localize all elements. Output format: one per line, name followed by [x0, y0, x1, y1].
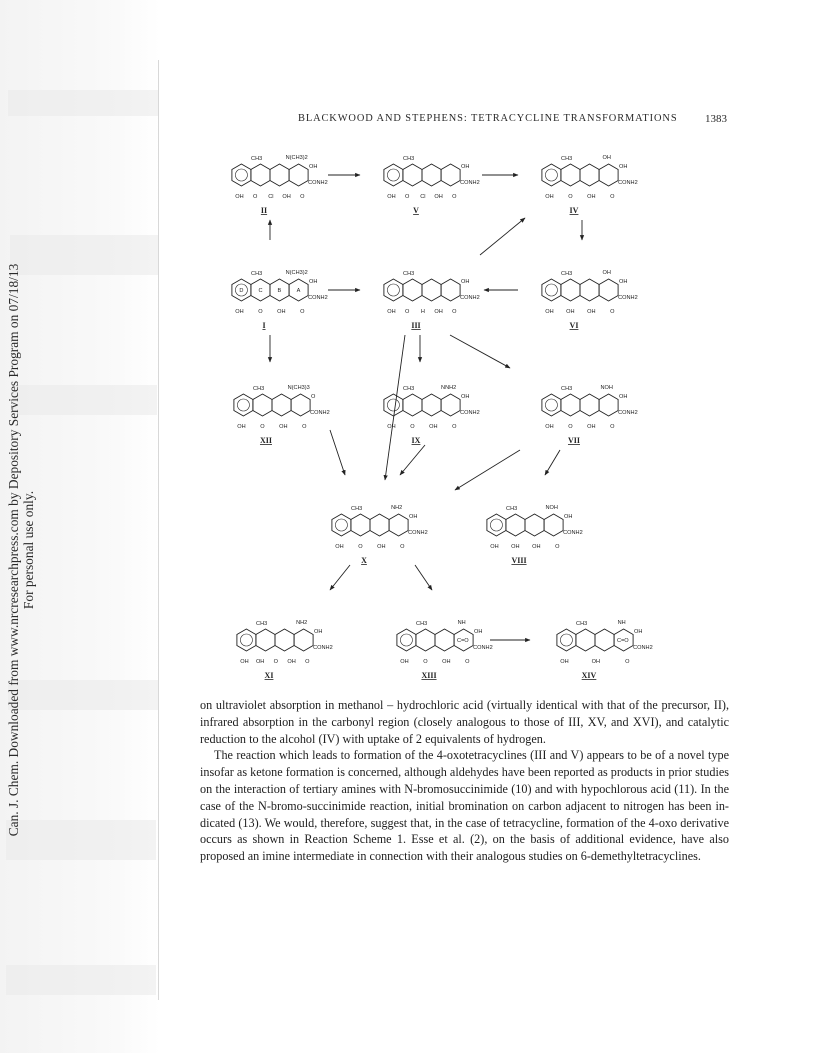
ring: [422, 164, 441, 186]
ring: [542, 164, 561, 186]
atom-label: O: [311, 394, 316, 400]
atom-label: O: [625, 659, 630, 665]
paragraph: on ultraviolet absorption in methanol – hydrochloric acid (virtually identical with that of the precursor, II), infrared absorption in the carbonyl region (closely analogous to those of III, XV, and XVI), and catalytic reduction to the alcohol (IV) with uptake of 2 equivalents of hydrogen.: [200, 698, 729, 746]
atom-label: OH: [282, 194, 291, 200]
atom-label: CH3: [351, 506, 363, 512]
atom-label: OH: [314, 629, 323, 635]
atom-label: N(CH3)2: [285, 270, 308, 276]
ring: [384, 164, 403, 186]
ring: [403, 164, 422, 186]
ring: [580, 394, 599, 416]
atom-label: OH: [587, 194, 596, 200]
atom-label: O: [252, 194, 258, 200]
atom-label: OH: [442, 659, 451, 665]
atom-label: OH: [461, 279, 470, 285]
ring: [561, 394, 580, 416]
running-head: BLACKWOOD AND STEPHENS: TETRACYCLINE TRANSFORMATIONS: [298, 113, 678, 124]
atom-label: OH: [461, 394, 470, 400]
atom-label: OH: [309, 164, 318, 170]
compound-iv: [542, 155, 638, 215]
ring: [561, 279, 580, 301]
atom-label: OH: [277, 309, 286, 315]
atom-label: O: [305, 659, 310, 665]
aromatic-ring: [545, 169, 557, 181]
ring: [256, 629, 275, 651]
compound-xi: [237, 620, 333, 680]
compound-label: XII: [259, 436, 273, 445]
atom-label: CH3: [251, 271, 263, 277]
aromatic-ring: [545, 399, 557, 411]
ring: [270, 164, 289, 186]
compound-label: III: [411, 321, 421, 330]
atom-label: CONH2: [308, 295, 328, 301]
reaction-arrow: [545, 450, 560, 475]
ring: [384, 394, 403, 416]
atom-label: OH: [564, 514, 573, 520]
aromatic-ring: [400, 634, 412, 646]
aromatic-ring: [387, 169, 399, 181]
atom-label: O: [258, 309, 263, 315]
atom-label: CONH2: [310, 410, 330, 416]
ring: [397, 629, 416, 651]
compound-label: XI: [264, 671, 274, 680]
atom-label: CONH2: [618, 180, 638, 186]
reaction-arrow: [455, 450, 520, 490]
atom-label: O: [555, 544, 560, 550]
atom-label: OH: [387, 194, 396, 200]
atom-label: NH2: [296, 620, 308, 626]
atom-label: NH: [617, 620, 626, 626]
aromatic-ring: [545, 284, 557, 296]
atom-label: OH: [240, 659, 249, 665]
atom-label: O: [568, 194, 573, 200]
compound-xiii: [397, 620, 493, 680]
atom-label: CH3: [416, 621, 428, 627]
page-number: 1383: [705, 113, 727, 125]
atom-label: NH: [457, 620, 466, 626]
atom-label: OH: [532, 544, 541, 550]
atom-label: OH: [511, 544, 520, 550]
atom-label: O: [358, 544, 363, 550]
ring: [275, 629, 294, 651]
aromatic-ring: [387, 284, 399, 296]
atom-label: CONH2: [633, 645, 653, 651]
ring: [294, 629, 313, 651]
ring: [289, 164, 308, 186]
atom-label: OH: [587, 309, 596, 315]
atom-label: OH: [409, 514, 418, 520]
aromatic-ring: [335, 519, 347, 531]
atom-label: OH: [602, 270, 611, 276]
ring: [561, 164, 580, 186]
atom-label: CONH2: [618, 410, 638, 416]
atom-label: O: [452, 309, 457, 315]
aromatic-ring: [237, 399, 249, 411]
ring: [403, 394, 422, 416]
compound-label: VIII: [511, 556, 527, 565]
ring: [576, 629, 595, 651]
atom-label: OH: [545, 309, 554, 315]
compound-label: VII: [567, 436, 581, 445]
page-edge: [158, 60, 159, 1000]
compound-v: [384, 156, 480, 215]
compound-xiv: [557, 620, 653, 680]
ring: [422, 394, 441, 416]
aromatic-ring: [387, 399, 399, 411]
compound-iii: [384, 271, 480, 330]
compound-label: XIII: [421, 671, 437, 680]
paragraph: The reaction which leads to formation of the 4-oxotetracyclines (III and V) appears to be of a novel type insofar as ketone formation is concerned, although aldehydes have been reported as products in prior studies on the interaction of tertiary amines with N-bromosuccinimide (10) and with hypochlorous acid (11). In the case of the N-bromo-succinimide reaction, initial bromination on carbon adjacent to nitrogen has been in-dicated (13). We would, therefore, suggest that, in the case of tetracycline, formation of the 4-oxo derivative occurs as shown in Reaction Scheme 1. Esse et al. (2), on the basis of additional evidence, have also proposed an imine intermediate in connection with their analogous studies on 6-demethyltetracyclines.: [200, 748, 729, 864]
atom-label: O: [452, 424, 457, 430]
atom-label: CONH2: [563, 530, 583, 536]
atom-label: CH3: [561, 271, 573, 277]
atom-label: O: [260, 424, 265, 430]
ring: [599, 164, 618, 186]
compound-vii: [542, 385, 638, 445]
compound-xii: [234, 385, 330, 445]
compound-i: [232, 270, 328, 330]
atom-label: CH3: [251, 156, 263, 162]
ring: [441, 279, 460, 301]
atom-label: CONH2: [460, 180, 480, 186]
ring: [389, 514, 408, 536]
structures: [232, 155, 653, 680]
ring: [272, 394, 291, 416]
reaction-arrow: [400, 445, 425, 475]
atom-label: NOH: [600, 385, 613, 391]
atom-label: CH3: [403, 386, 415, 392]
compound-label: V: [413, 206, 419, 215]
ring: [351, 514, 370, 536]
atom-label: O: [404, 194, 410, 200]
compound-viii: [487, 505, 583, 565]
atom-label: NH2: [391, 505, 403, 511]
reaction-arrow: [450, 335, 510, 368]
atom-label: CONH2: [460, 410, 480, 416]
ring: [232, 164, 251, 186]
atom-label: OH: [377, 544, 386, 550]
atom-label: Cl: [420, 194, 426, 200]
atom-label: OH: [545, 424, 554, 430]
atom-label: OH: [619, 164, 628, 170]
compound-label: I: [262, 321, 266, 330]
atom-label: CH3: [561, 156, 573, 162]
compound-vi: [542, 270, 638, 330]
atom-label: O: [610, 194, 615, 200]
atom-label: CH3: [576, 621, 588, 627]
atom-label: O: [452, 194, 457, 200]
atom-label: CONH2: [408, 530, 428, 536]
ring: [580, 279, 599, 301]
aromatic-ring: [560, 634, 572, 646]
atom-label: Cl: [268, 194, 274, 200]
reaction-arrows: [270, 175, 582, 640]
atom-label: N(CH3)2: [285, 155, 308, 161]
atom-label: OH: [387, 309, 396, 315]
atom-label: OH: [287, 659, 296, 665]
aromatic-ring: [235, 169, 247, 181]
lactam-label: C=O: [457, 638, 469, 644]
atom-label: OH: [235, 194, 244, 200]
ring: [435, 629, 454, 651]
compound-label: IV: [569, 206, 579, 215]
ring: [251, 164, 270, 186]
watermark-line-1: Can. J. Chem. Downloaded from www.nrcresearchpress.com by Depository Services Program on 07/18/13: [6, 263, 21, 837]
reaction-arrow: [480, 218, 525, 255]
atom-label: OH: [434, 309, 443, 315]
atom-label: O: [302, 424, 307, 430]
atom-label: O: [404, 309, 410, 315]
compound-x: [332, 505, 428, 565]
atom-label: CONH2: [618, 295, 638, 301]
atom-label: O: [273, 659, 279, 665]
atom-label: NOH: [545, 505, 558, 511]
compound-label: X: [361, 556, 367, 565]
atom-label: OH: [591, 659, 601, 665]
ring: [441, 164, 460, 186]
compound-label: VI: [569, 321, 579, 330]
atom-label: CONH2: [308, 180, 328, 186]
atom-label: O: [610, 309, 615, 315]
ring: [441, 394, 460, 416]
reaction-arrow: [330, 565, 350, 590]
ring: [234, 394, 253, 416]
ring-letter: C: [258, 288, 263, 294]
atom-label: O: [465, 659, 470, 665]
ring: [525, 514, 544, 536]
atom-label: CH3: [561, 386, 573, 392]
atom-label: OH: [237, 424, 246, 430]
atom-label: OH: [279, 424, 288, 430]
atom-label: O: [410, 424, 415, 430]
atom-label: H: [420, 309, 425, 315]
ring: [416, 629, 435, 651]
ring: [542, 394, 561, 416]
ring-letter: A: [296, 288, 301, 294]
atom-label: OH: [235, 309, 244, 315]
ring: [557, 629, 576, 651]
atom-label: O: [423, 659, 428, 665]
ring: [580, 164, 599, 186]
atom-label: O: [568, 424, 573, 430]
compound-ix: [384, 385, 480, 445]
atom-label: OH: [560, 659, 569, 665]
aromatic-ring: [240, 634, 252, 646]
ring-letter: B: [277, 288, 282, 294]
atom-label: NNH2: [441, 385, 457, 391]
ring: [599, 394, 618, 416]
atom-label: OH: [587, 424, 596, 430]
atom-label: O: [300, 194, 305, 200]
ring: [422, 279, 441, 301]
atom-label: OH: [634, 629, 643, 635]
atom-label: OH: [429, 424, 438, 430]
atom-label: O: [400, 544, 405, 550]
lactam-label: C=O: [617, 638, 629, 644]
atom-label: OH: [490, 544, 499, 550]
ring: [253, 394, 272, 416]
compound-label: XIV: [581, 671, 597, 680]
ring: [237, 629, 256, 651]
atom-label: CONH2: [473, 645, 493, 651]
atom-label: OH: [387, 424, 396, 430]
ring: [291, 394, 310, 416]
ring: [370, 514, 389, 536]
ring: [542, 279, 561, 301]
atom-label: CH3: [403, 156, 415, 162]
atom-label: CONH2: [460, 295, 480, 301]
atom-label: OH: [461, 164, 470, 170]
ring: [384, 279, 403, 301]
compound-label: II: [260, 206, 268, 215]
compound-ii: [232, 155, 328, 215]
compound-label: IX: [411, 436, 421, 445]
atom-label: CH3: [253, 386, 265, 392]
atom-label: OH: [335, 544, 344, 550]
scan-noise: [6, 965, 156, 995]
ring: [506, 514, 525, 536]
reaction-arrow: [330, 430, 345, 475]
atom-label: OH: [255, 659, 265, 665]
ring: [403, 279, 422, 301]
ring-letter: D: [239, 288, 244, 294]
atom-label: O: [610, 424, 615, 430]
atom-label: OH: [545, 194, 554, 200]
atom-label: OH: [309, 279, 318, 285]
atom-label: CH3: [403, 271, 415, 277]
atom-label: OH: [400, 659, 409, 665]
atom-label: N(CH3)3: [287, 385, 310, 391]
atom-label: CONH2: [313, 645, 333, 651]
scan-noise: [8, 90, 158, 116]
reaction-scheme: [200, 140, 730, 685]
ring: [595, 629, 614, 651]
ring: [599, 279, 618, 301]
atom-label: OH: [619, 279, 628, 285]
reaction-arrow: [415, 565, 432, 590]
ring: [332, 514, 351, 536]
atom-label: OH: [434, 194, 443, 200]
atom-label: OH: [474, 629, 483, 635]
watermark-line-2: For personal use only.: [21, 490, 36, 610]
atom-label: O: [300, 309, 305, 315]
ring: [544, 514, 563, 536]
atom-label: OH: [619, 394, 628, 400]
body-text: [200, 697, 729, 865]
aromatic-ring: [490, 519, 502, 531]
atom-label: CH3: [506, 506, 518, 512]
atom-label: CH3: [256, 621, 268, 627]
atom-label: OH: [566, 309, 575, 315]
ring: [487, 514, 506, 536]
download-watermark: [6, 220, 36, 880]
atom-label: OH: [602, 155, 611, 161]
